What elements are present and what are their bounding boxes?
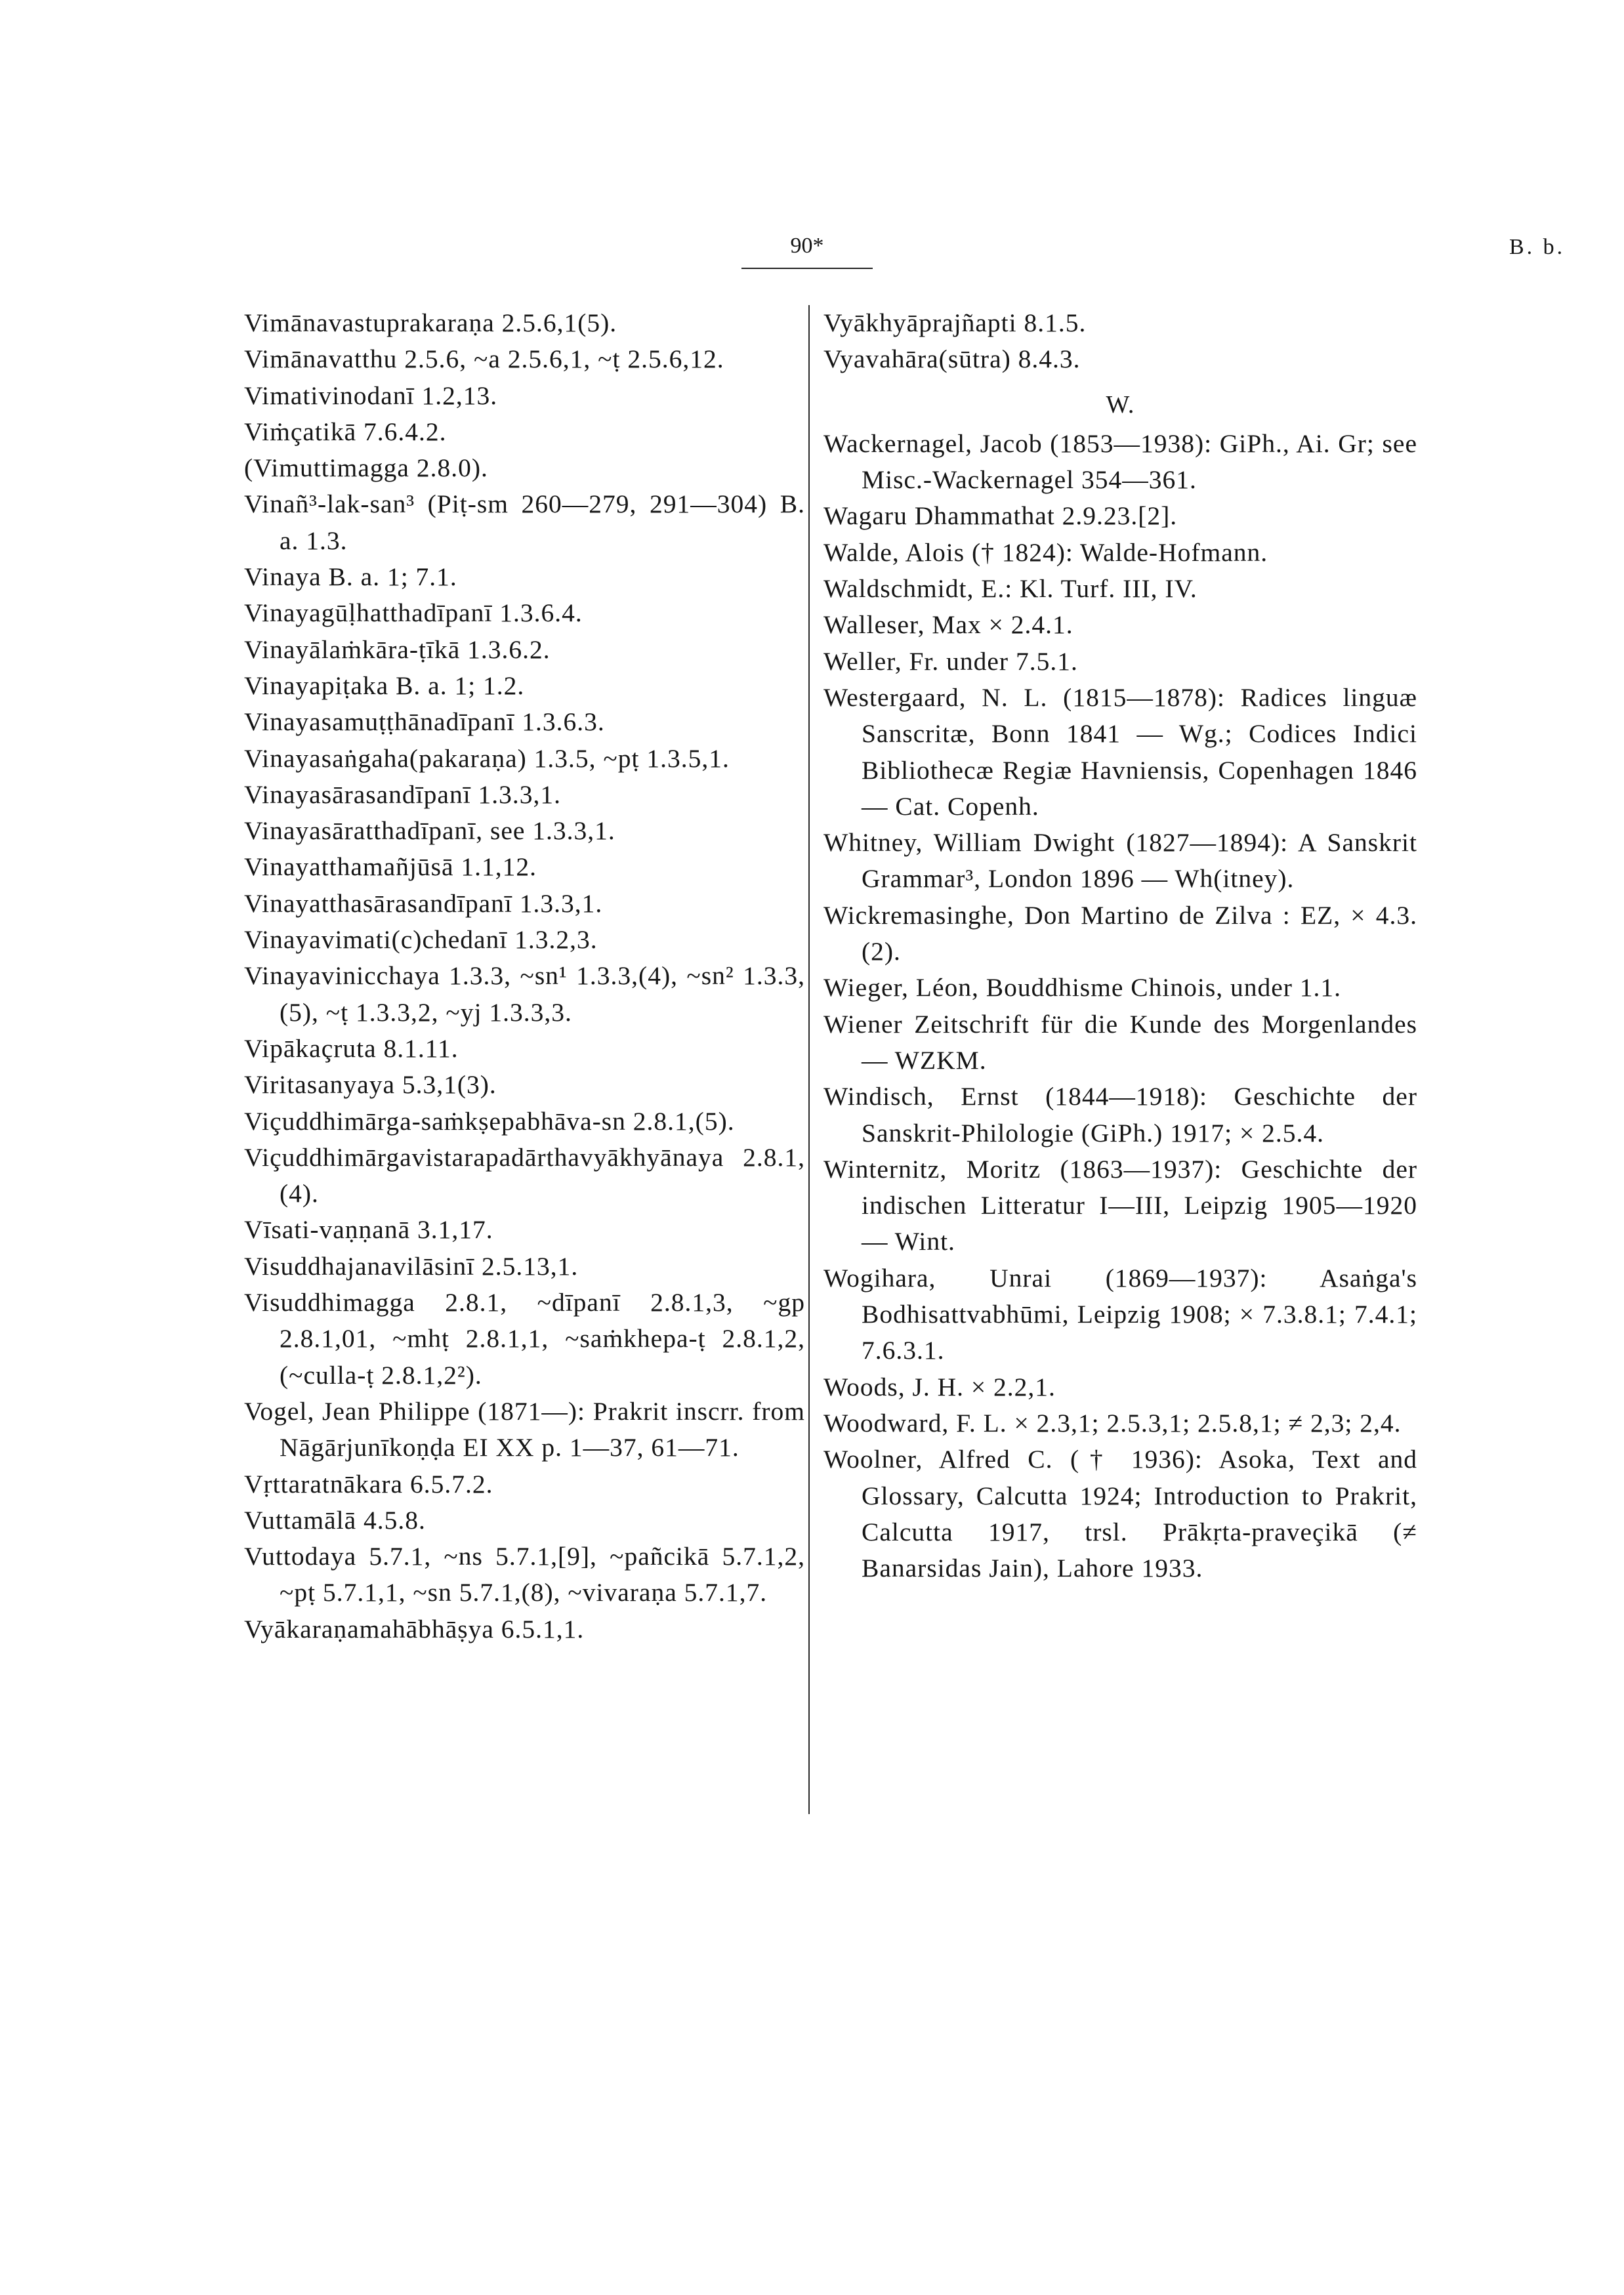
index-entry: Wickremasinghe, Don Martino de Zilva : EZ, × 4.3.(2). [823, 900, 1417, 966]
index-entry: Woodward, F. L. × 2.3,1; 2.5.3,1; 2.5.8,1; ≠ 2,3; 2,4. [823, 1408, 1402, 1437]
index-entry: Vimānavastuprakaraṇa 2.5.6,1(5). [244, 308, 617, 337]
index-entry: Wackernagel, Jacob (1853—1938): GiPh., Ai. Gr; see Misc.-Wackernagel 354—361. [823, 428, 1417, 495]
index-entry: Vinayasāratthadīpanī, see 1.3.3,1. [244, 816, 615, 846]
index-entry: Viritasanyaya 5.3,1(3). [244, 1070, 497, 1100]
page-number: 90* [741, 234, 873, 269]
index-entry: Vinayasaṅgaha(pakaraṇa) 1.3.5, ~pṭ 1.3.5,1. [244, 743, 730, 773]
index-entry: Visuddhajanavilāsinī 2.5.13,1. [244, 1251, 579, 1281]
index-entry: Vipākaçruta 8.1.11. [244, 1033, 459, 1063]
index-entry: Vinaya B. a. 1; 7.1. [244, 562, 457, 592]
index-entry: Vinayavimati(c)chedanī 1.3.2,3. [244, 925, 598, 955]
index-entry: Vimativinodanī 1.2,13. [244, 381, 498, 410]
index-entry: Walleser, Max × 2.4.1. [823, 610, 1073, 640]
index-entry: Vinayapiṭaka B. a. 1; 1.2. [244, 671, 525, 700]
index-entry: Viṁçatikā 7.6.4.2. [244, 417, 447, 446]
column-divider [808, 305, 810, 1814]
index-entry: Viçuddhimārga-saṁkṣepabhāva-sn 2.8.1,(5). [244, 1106, 735, 1136]
index-entry: Wogihara, Unrai (1869—1937): Asaṅga's Bodhisattvabhūmi, Leipzig 1908; × 7.3.8.1; 7.4.1; 7.6.3.1. [823, 1263, 1417, 1365]
index-entry: Vogel, Jean Philippe (1871—): Prakrit inscrr. from Nāgārjunīkoṇḍa EI XX p. 1—37, 61—71. [244, 1396, 805, 1462]
index-entry: Vyākhyāprajñapti 8.1.5. [823, 308, 1087, 337]
index-entry: Wieger, Léon, Bouddhisme Chinois, under 1.1. [823, 973, 1342, 1003]
index-entry: Vinayasārasandīpanī 1.3.3,1. [244, 779, 562, 809]
index-entry: Wagaru Dhammathat 2.9.23.[2]. [823, 501, 1178, 531]
index-entry: Vinayavinicchaya 1.3.3, ~sn¹ 1.3.3,(4), ~sn² 1.3.3,(5), ~ṭ 1.3.3,2, ~yj 1.3.3,3. [244, 961, 805, 1027]
index-entry: Vinañ³-lak-san³ (Piṭ-sm 260—279, 291—304) B. a. 1.3. [244, 489, 805, 555]
letter-heading: W. [1106, 390, 1135, 419]
section-marker: B. b. [1509, 235, 1566, 259]
index-entry: Westergaard, N. L. (1815—1878): Radices linguæ Sanscritæ, Bonn 1841 — Wg.; Codices Indici Bibliothecæ Regiæ Havniensis, Copenhagen 1846 — Cat. Copenh. [823, 682, 1417, 821]
index-entry: Weller, Fr. under 7.5.1. [823, 646, 1078, 676]
index-entry: Wiener Zeitschrift für die Kunde des Morgenlandes — WZKM. [823, 1009, 1417, 1075]
index-entry: Vinayatthamañjūsā 1.1,12. [244, 852, 537, 882]
index-entry: Vimānavatthu 2.5.6, ~a 2.5.6,1, ~ṭ 2.5.6,12. [244, 344, 724, 374]
index-entry: Vīsati-vaṇṇanā 3.1,17. [244, 1215, 493, 1245]
index-entry: Vuttamālā 4.5.8. [244, 1505, 426, 1535]
index-entry: Woolner, Alfred C. († 1936): Asoka, Text and Glossary, Calcutta 1924; Introduction to Prakrit, Calcutta 1917, trsl. Prākṛta-praveçikā (≠ Banarsidas Jain), Lahore 1933. [823, 1445, 1417, 1583]
index-entry: Vinayālaṁkāra-ṭīkā 1.3.6.2. [244, 634, 551, 664]
index-entry: Vyavahāra(sūtra) 8.4.3. [823, 344, 1081, 374]
index-entry: Windisch, Ernst (1844—1918): Geschichte der Sanskrit-Philologie (GiPh.) 1917; × 2.5.4. [823, 1082, 1417, 1148]
index-entry: Vinayasamuṭṭhānadīpanī 1.3.6.3. [244, 707, 605, 737]
right-index-column [823, 305, 1417, 1586]
index-entry: Visuddhimagga 2.8.1, ~dīpanī 2.8.1,3, ~gp 2.8.1,01, ~mhṭ 2.8.1,1, ~saṁkhepa-ṭ 2.8.1,2, (~culla-ṭ 2.8.1,2²). [244, 1288, 805, 1390]
index-entry: Waldschmidt, E.: Kl. Turf. III, IV. [823, 574, 1197, 604]
index-entry: Woods, J. H. × 2.2,1. [823, 1372, 1056, 1401]
index-entry: (Vimuttimagga 2.8.0). [244, 453, 488, 483]
index-entry: Vinayatthasārasandīpanī 1.3.3,1. [244, 888, 603, 918]
index-entry: Vṛttaratnākara 6.5.7.2. [244, 1469, 493, 1499]
index-entry: Viçuddhimārgavistarapadārthavyākhyānaya 2.8.1,(4). [244, 1142, 805, 1209]
index-entry: Vyākaraṇamahābhāṣya 6.5.1,1. [244, 1614, 585, 1644]
index-entry: Whitney, William Dwight (1827—1894): A Sanskrit Grammar³, London 1896 — Wh(itney). [823, 828, 1417, 894]
index-entry: Vinayagūḷhatthadīpanī 1.3.6.4. [244, 598, 583, 628]
index-entry: Walde, Alois († 1824): Walde-Hofmann. [823, 537, 1268, 567]
index-entry: Winternitz, Moritz (1863—1937): Geschichte der indischen Litteratur I—III, Leipzig 1905—1920 — Wint. [823, 1154, 1417, 1256]
index-entry: Vuttodaya 5.7.1, ~ns 5.7.1,[9], ~pañcikā 5.7.1,2, ~pṭ 5.7.1,1, ~sn 5.7.1,(8), ~vivaraṇa 5.7.1,7. [244, 1542, 805, 1607]
left-index-column [244, 305, 805, 1647]
